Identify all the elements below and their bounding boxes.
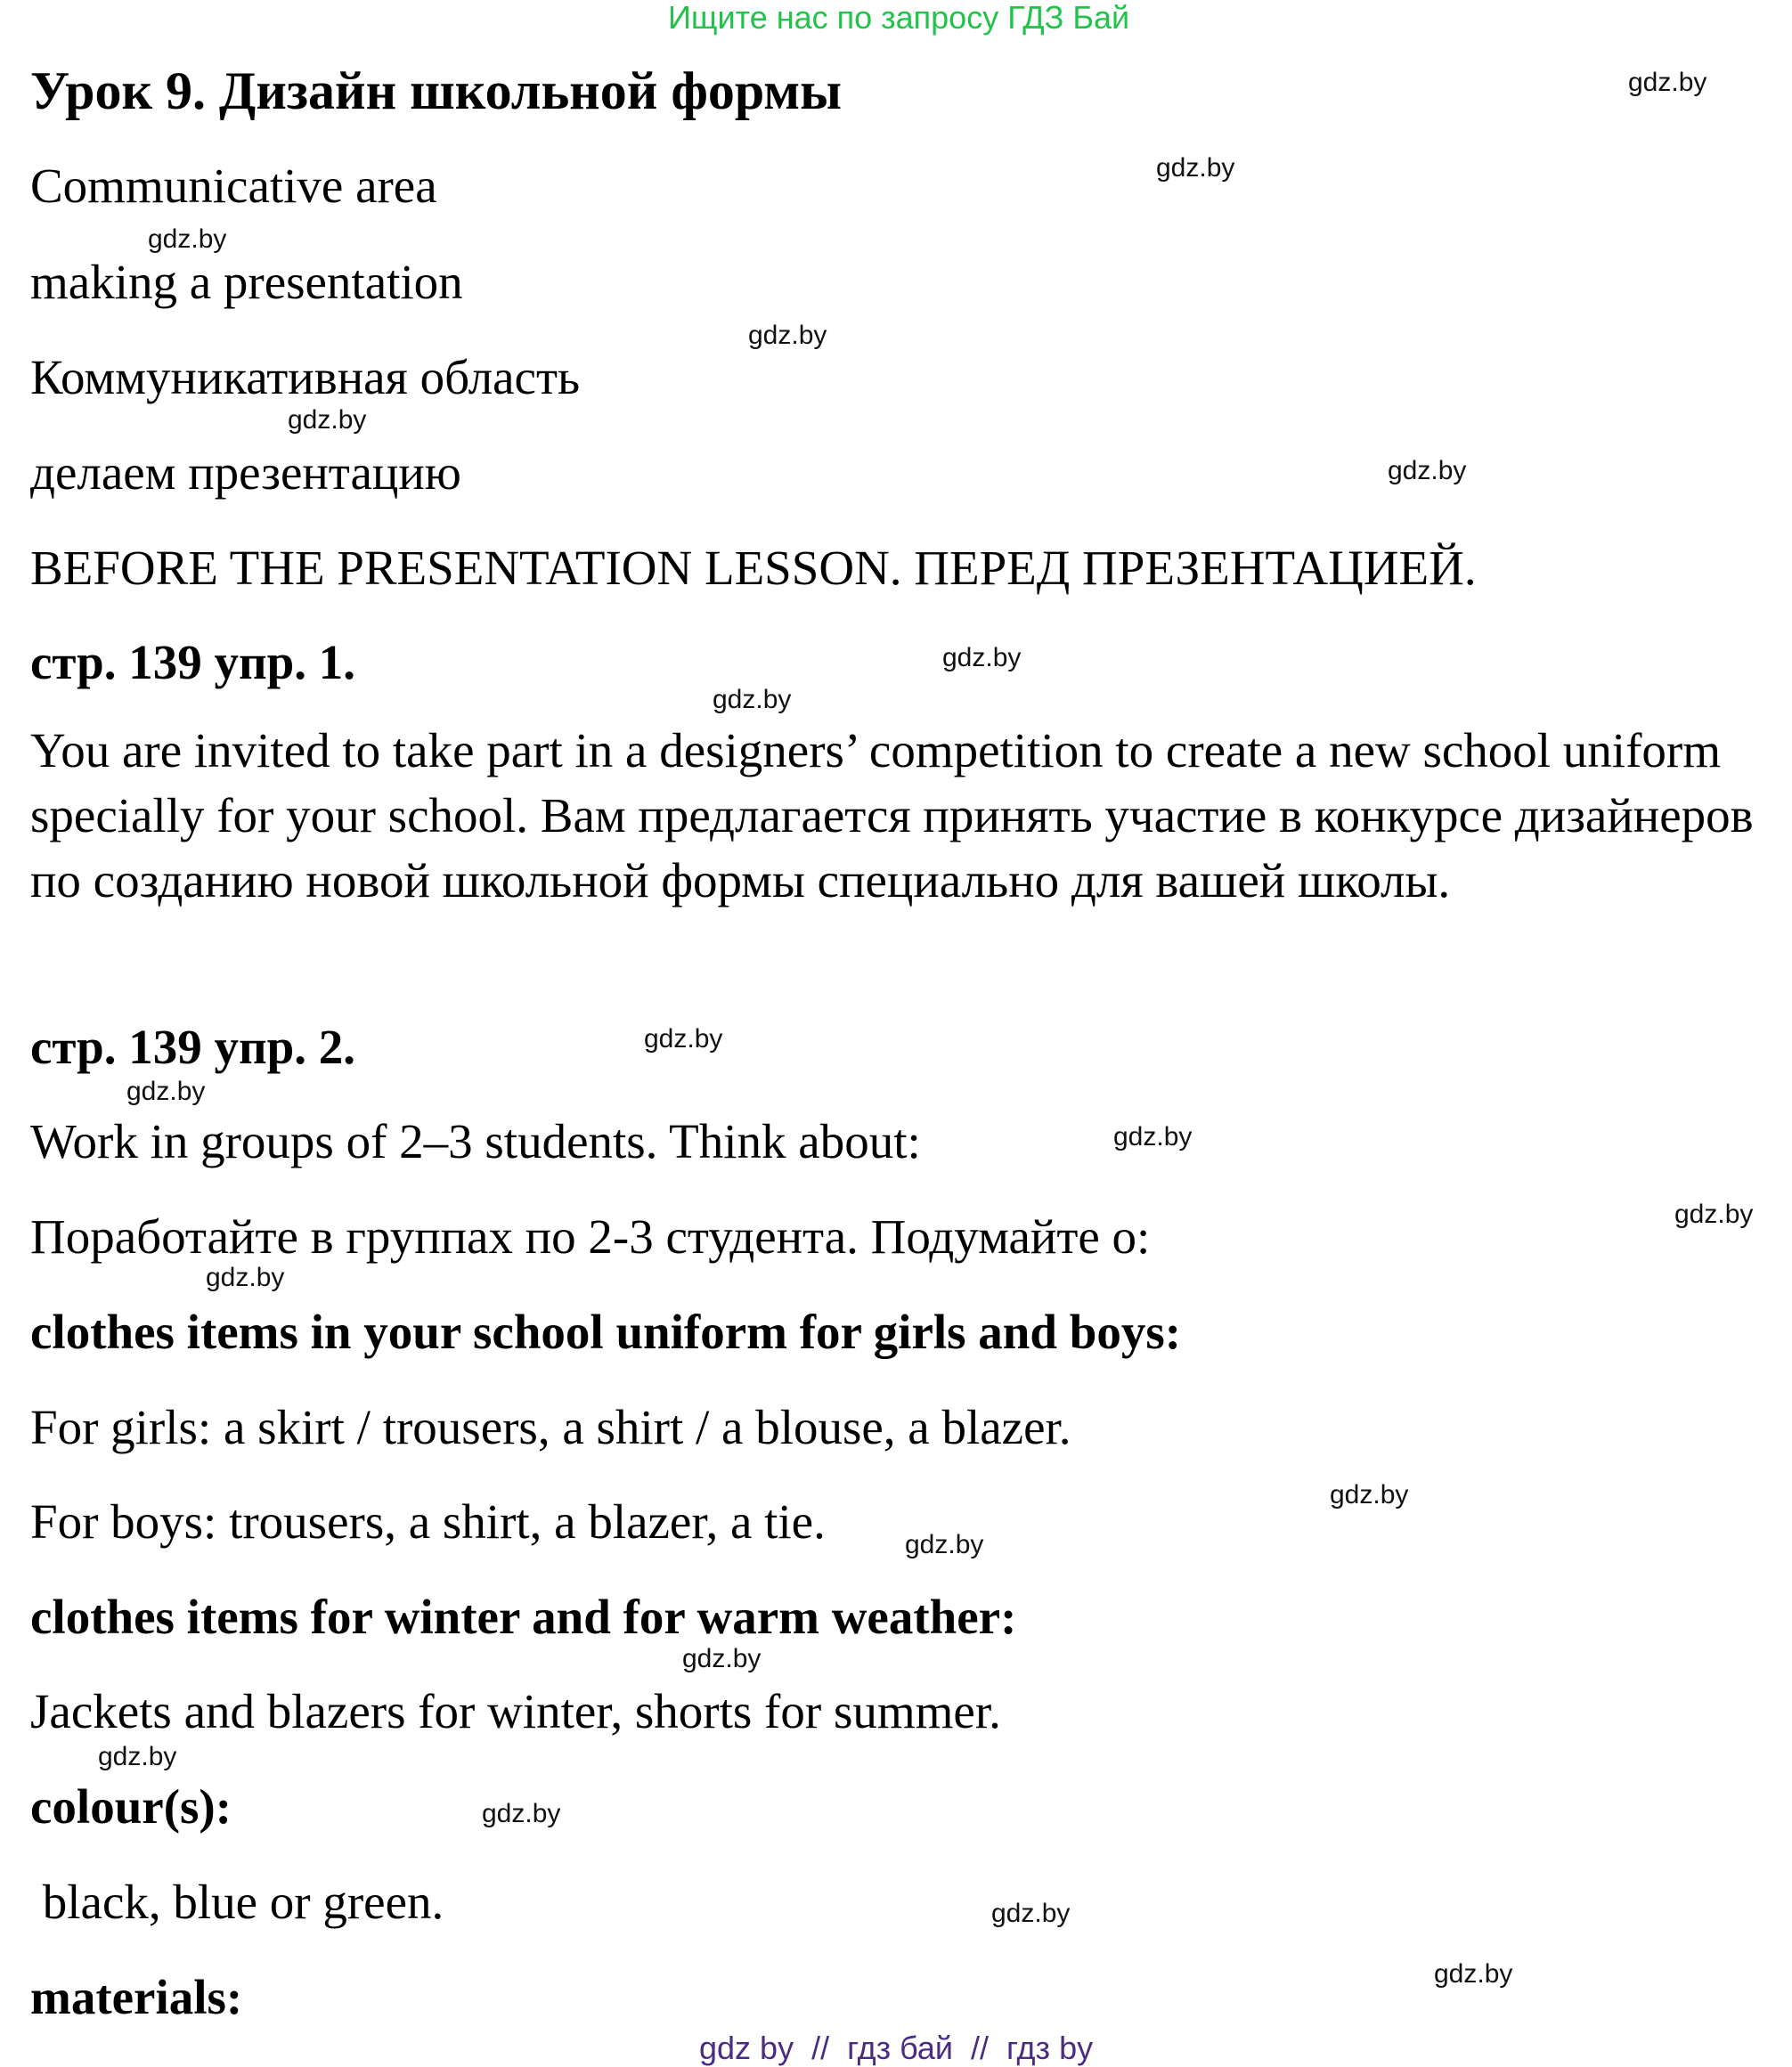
question-materials: materials: [30, 1970, 243, 2024]
exercise2-heading: стр. 139 упр. 2. [30, 1020, 355, 1074]
watermark: gdz.by [482, 1799, 561, 1828]
instruction-ru: Поработайте в группах по 2-3 студента. Подумайте о: [30, 1209, 1151, 1264]
answer-weather: Jackets and blazers for winter, shorts for summer. [30, 1684, 1001, 1738]
watermark: gdz.by [206, 1263, 285, 1292]
search-hint-link[interactable]: Ищите нас по запросу ГДЗ Бай [668, 0, 1130, 36]
topic-en: making a presentation [30, 255, 463, 309]
topic-ru: делаем презентацию [30, 445, 461, 500]
answer-girls: For girls: a skirt / trousers, a shirt / a blouse, a blazer. [30, 1400, 1071, 1454]
answer-boys: For boys: trousers, a shirt, a blazer, a tie. [30, 1494, 826, 1549]
watermark: gdz.by [148, 224, 227, 254]
watermark: gdz.by [126, 1077, 206, 1106]
watermark: gdz.by [1113, 1122, 1193, 1151]
watermark: gdz.by [682, 1644, 762, 1673]
watermark: gdz.by [1434, 1959, 1513, 1989]
watermark: gdz.by [748, 321, 827, 350]
answer-colours: black, blue or green. [30, 1875, 444, 1929]
question-weather: clothes items for winter and for warm weather: [30, 1590, 1017, 1644]
question-colours: colour(s): [30, 1779, 232, 1834]
lesson-title: Урок 9. Дизайн школьной формы [30, 61, 843, 120]
watermark: gdz.by [98, 1742, 177, 1771]
watermark: gdz.by [644, 1024, 723, 1054]
instruction-en: Work in groups of 2–3 students. Think about: [30, 1114, 921, 1168]
watermark: gdz.by [1330, 1480, 1409, 1510]
watermark: gdz.by [1628, 68, 1707, 97]
watermark: gdz.by [1674, 1200, 1754, 1229]
watermark: gdz.by [942, 643, 1022, 672]
lesson-stage: BEFORE THE PRESENTATION LESSON. ПЕРЕД ПРЕЗЕНТАЦИЕЙ. [30, 541, 1477, 595]
watermark: gdz.by [713, 685, 792, 714]
watermark: gdz.by [288, 405, 367, 435]
watermark: gdz.by [905, 1530, 984, 1559]
footer-links[interactable]: gdz by // гдз бай // гдз by [699, 2030, 1094, 2066]
question-uniform: clothes items in your school uniform for girls and boys: [30, 1305, 1182, 1359]
watermark: gdz.by [1388, 456, 1467, 485]
watermark: gdz.by [991, 1899, 1071, 1928]
area-ru: Коммуникативная область [30, 350, 581, 404]
exercise1-text: You are invited to take part in a designers’ competition to create a new school uniform specially for your school. Вам предлагается принять участие в конкурсе дизайнеров по созданию новой школьной формы специально для вашей школы. [30, 723, 1754, 907]
area-en: Communicative area [30, 159, 437, 213]
watermark: gdz.by [1156, 153, 1235, 183]
exercise1-heading: стр. 139 упр. 1. [30, 635, 355, 689]
